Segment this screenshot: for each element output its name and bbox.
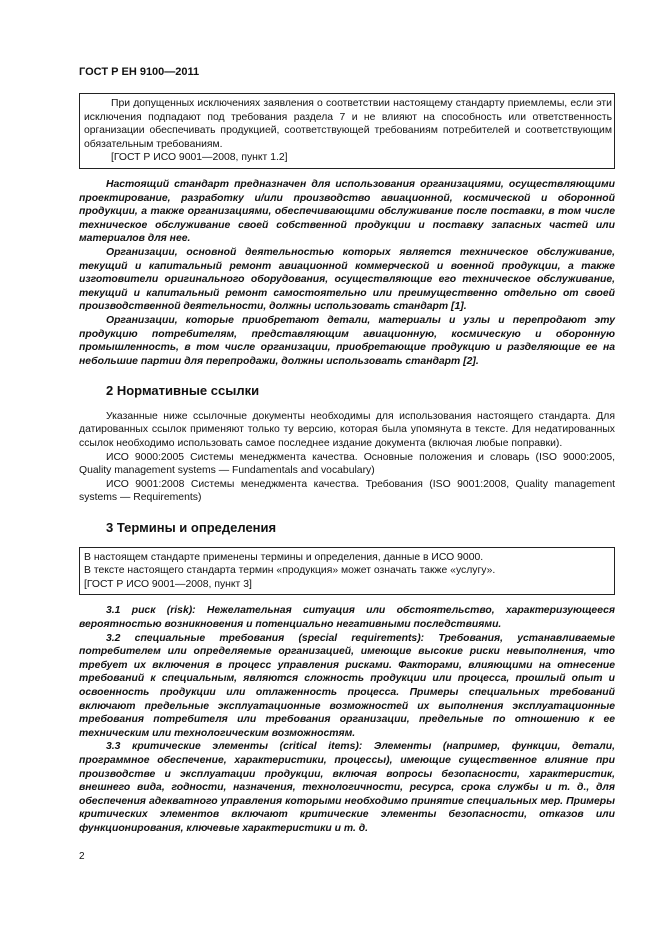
box-terms-line-2: В тексте настоящего стандарта термин «продукция» может означать также «услугу». <box>84 565 496 577</box>
intro-paragraph-2: Организации, основной деятельностью которых является техническое обслуживание, текущий и капитальный ремонт авиационной коммерческой и военной продукции, а также изготовители оригинального оборудования, осуществляющие его техническое обслуживание, текущий и капитальный ремонт самостоятельно или преимущественно отдельно от своей производственной деятельности, должны использовать стандарт [1]. <box>79 246 615 313</box>
section-3-title: 3 Термины и определения <box>106 520 277 536</box>
term-3-2-special-requirements: 3.2 специальные требования (special requirements): Требования, устанавливаемые потребителем или определяемые организацией, имеющие высокие риски невыполнения, что требует их включения в процесс управления рисками. Факторами, влияющими на отнесение требований к специальным, являются сложность продукции или процесса, прошлый опыт и освоенность продукции или отлаженность процесса. Примеры специальных требований включают предельные эксплуатационные возможностей их выполнения эксплуатационные требования потребителя или требования организации, предельные по отношению к ее техническим или технологическим возможностям. <box>79 632 615 739</box>
box-reference: [ГОСТ Р ИСО 9001—2008, пункт 1.2] <box>111 152 288 164</box>
quote-box-terms <box>79 547 615 596</box>
intro-paragraph-3: Организации, которые приобретают детали, материалы и узлы и перепродают эту продукцию потребителям, представляющим авиационную, космическую и оборонную промышленность, в том числе организации, приобретающие продукцию и разделяющие ее на небольшие партии для перепродажи, должны использовать стандарт [2]. <box>79 314 615 367</box>
section-2-reference-iso9000: ИСО 9000:2005 Системы менеджмента качества. Основные положения и словарь (ISO 9000:2005, Quality management systems — Fundamentals and vocabulary) <box>79 451 615 477</box>
section-2-title: 2 Нормативные ссылки <box>106 383 260 399</box>
page-number: 2 <box>79 851 85 862</box>
section-2-paragraph-1: Указанные ниже ссылочные документы необходимы для использования настоящего стандарта. Для датированных ссылок применяют только ту версию, которая была упомянута в тексте. Для недатированных ссылок необходимо использовать самое последнее издание документа (включая любые поправки). <box>79 410 615 450</box>
term-3-1-risk: 3.1 риск (risk): Нежелательная ситуация или обстоятельство, характеризующееся вероятностью возникновения и потенциально негативными последствиями. <box>79 605 615 630</box>
box-terms-line-1: В настоящем стандарте применены термины и определения, данные в ИСО 9000. <box>84 551 484 563</box>
document-header: ГОСТ Р ЕН 9100—2011 <box>79 66 200 78</box>
page-content <box>79 93 615 836</box>
box-text: При допущенных исключениях заявления о соответствии настоящему стандарту приемлемы, если эти исключения подпадают под требования раздела 7 и не влияют на способность или ответственность организации обеспечивать продукцией, соответствующей требованиям потребителей и соответствующим обязательным требованиям. <box>84 98 612 150</box>
term-3-3-critical-items: 3.3 критические элементы (critical items): Элементы (например, функции, детали, программное обеспечение, характеристики, процессы), имеющие существенное влияние при производстве и эксплуатации продукции, включая вопросы безопасности, характеристик, внешнего вида, годности, назначения, технологичности, ресурса, срока службы и т. д., для обеспечения адекватного управления которыми необходимо принятие специальных мер. Примеры критических элементов включают критические элементы безопасности, отказов или функционирования, ключевые характеристики и т. д. <box>79 741 615 834</box>
quote-box-scope <box>79 93 615 169</box>
section-2-reference-iso9001: ИСО 9001:2008 Системы менеджмента качества. Требования (ISO 9001:2008, Quality management systems — Requirements) <box>79 478 615 504</box>
box-terms-reference: [ГОСТ Р ИСО 9001—2008, пункт 3] <box>84 578 252 590</box>
intro-paragraph-1: Настоящий стандарт предназначен для использования организациями, осуществляющими проектирование, разработку и/или производство авиационной, космической и оборонной продукции, а также организациями, обеспечивающими обслуживание после поставки, в том числе техническое обслуживание своей собственной продукции и поставку запасных частей или материалов для нее. <box>79 178 615 245</box>
